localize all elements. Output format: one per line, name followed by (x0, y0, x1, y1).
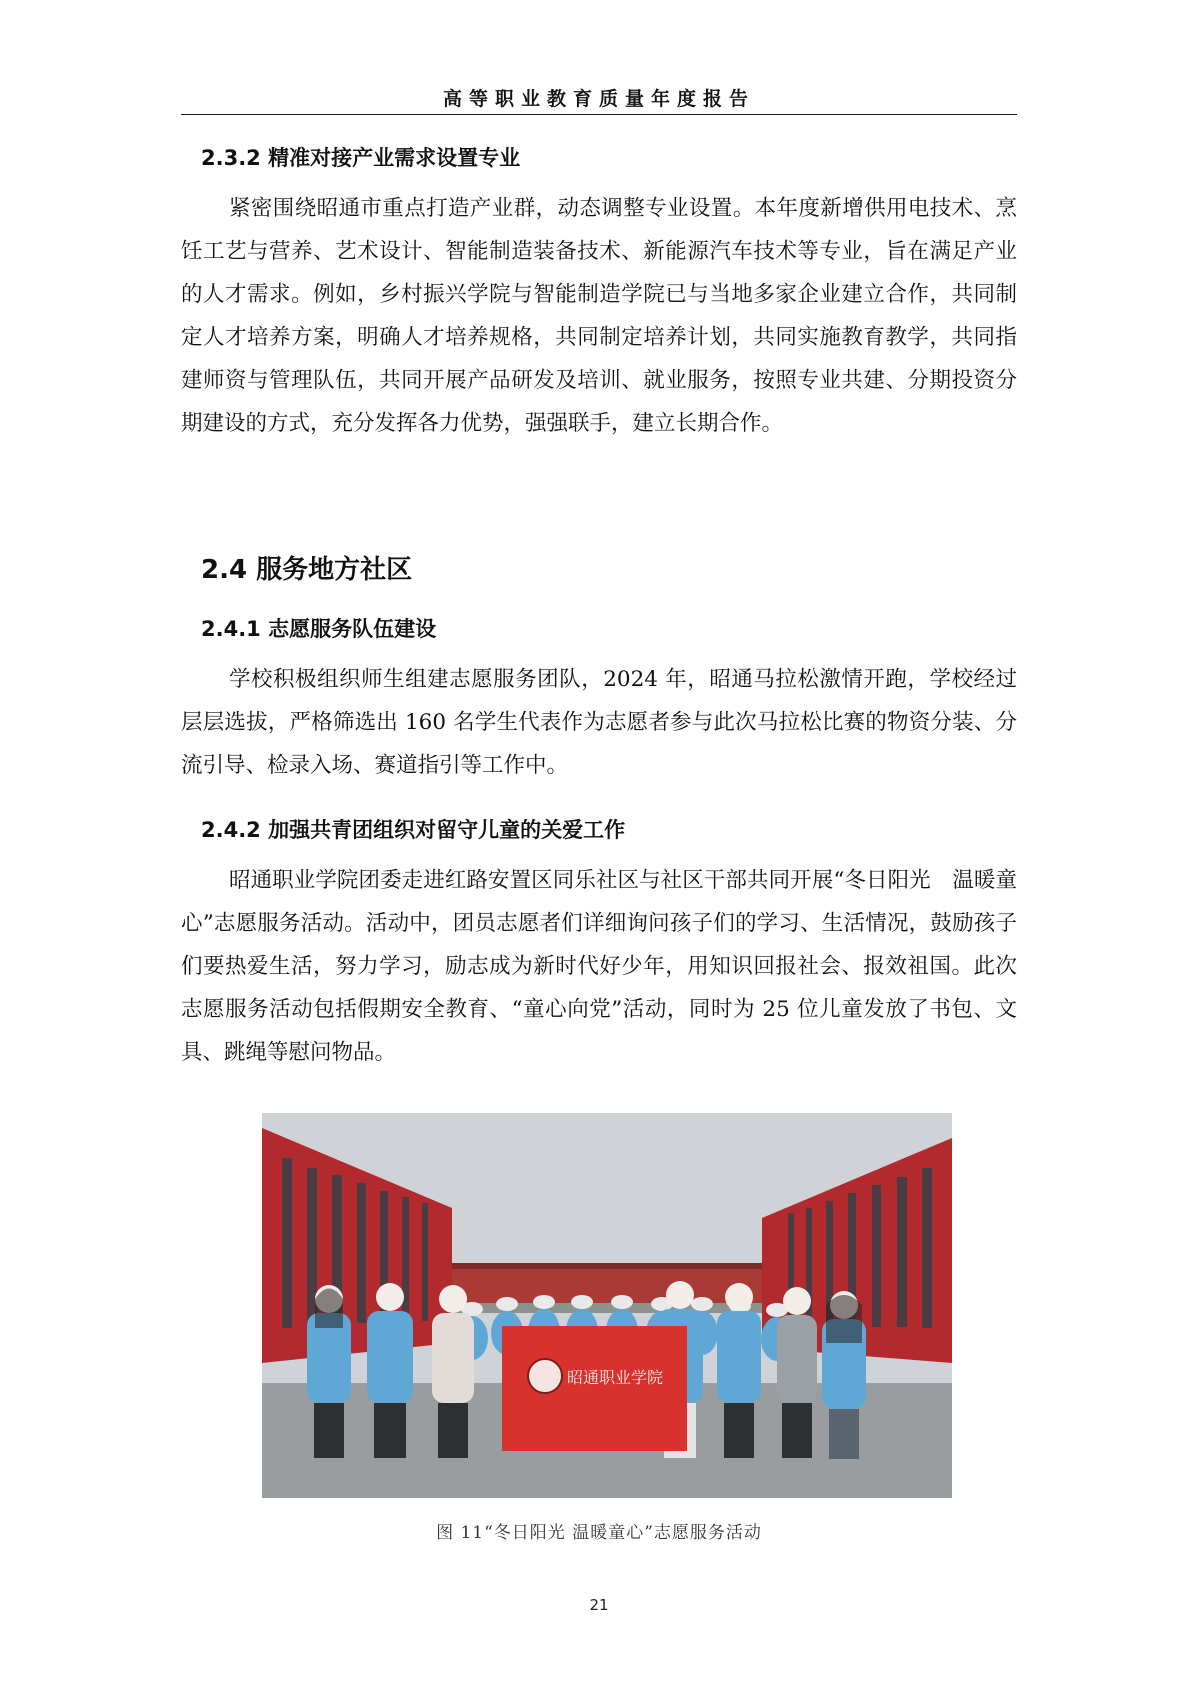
paragraph-2-4-2: 昭通职业学院团委走进红路安置区同乐社区与社区干部共同开展“冬日阳光 温暖童心”志愿服务活动。活动中，团员志愿者们详细询问孩子们的学习、生活情况，鼓励孩子们要热爱生活，努力学习，励志成为新时代好少年，用知识回报社会、报效祖国。此次志愿服务活动包括假期安全教育、“童心向党”活动，同时为 25 位儿童发放了书包、文具、跳绳等慰问物品。 (181, 868, 1017, 1065)
heading-2-4-2: 2.4.2 加强共青团组织对留守儿童的关爱工作 (201, 818, 626, 842)
paragraph-2-3-2: 紧密围绕昭通市重点打造产业群，动态调整专业设置。本年度新增供用电技术、烹饪工艺与营养、艺术设计、智能制造装备技术、新能源汽车技术等专业，旨在满足产业的人才需求。例如，乡村振兴学院与智能制造学院已与当地多家企业建立合作，共同制定人才培养方案，明确人才培养规格，共同制定培养计划，共同实施教育教学，共同指建师资与管理队伍，共同开展产品研发及培训、就业服务，按照专业共建、分期投资分期建设的方式，充分发挥各力优势，强强联手，建立长期合作。 (181, 196, 1017, 436)
heading-2-3-2: 2.3.2 精准对接产业需求设置专业 (201, 146, 521, 170)
banner (502, 1326, 687, 1451)
figure-caption: 图 11“冬日阳光 温暖童心”志愿服务活动 (436, 1523, 762, 1543)
volunteer-group-photo (262, 1113, 952, 1498)
header-divider (181, 114, 1017, 115)
paragraph-2-4-1: 学校积极组织师生组建志愿服务团队，2024 年，昭通马拉松激情开跑，学校经过层层选拔，严格筛选出 160 名学生代表作为志愿者参与此次马拉松比赛的物资分装、分流引导、检录入场、赛道指引等工作中。 (181, 667, 1017, 778)
page-number: 21 (589, 1596, 609, 1614)
heading-2-4: 2.4 服务地方社区 (201, 555, 413, 585)
running-header: 高等职业教育质量年度报告 (442, 88, 755, 110)
heading-2-4-1: 2.4.1 志愿服务队伍建设 (201, 617, 437, 641)
banner-text: 昭通职业学院 (567, 1368, 664, 1387)
